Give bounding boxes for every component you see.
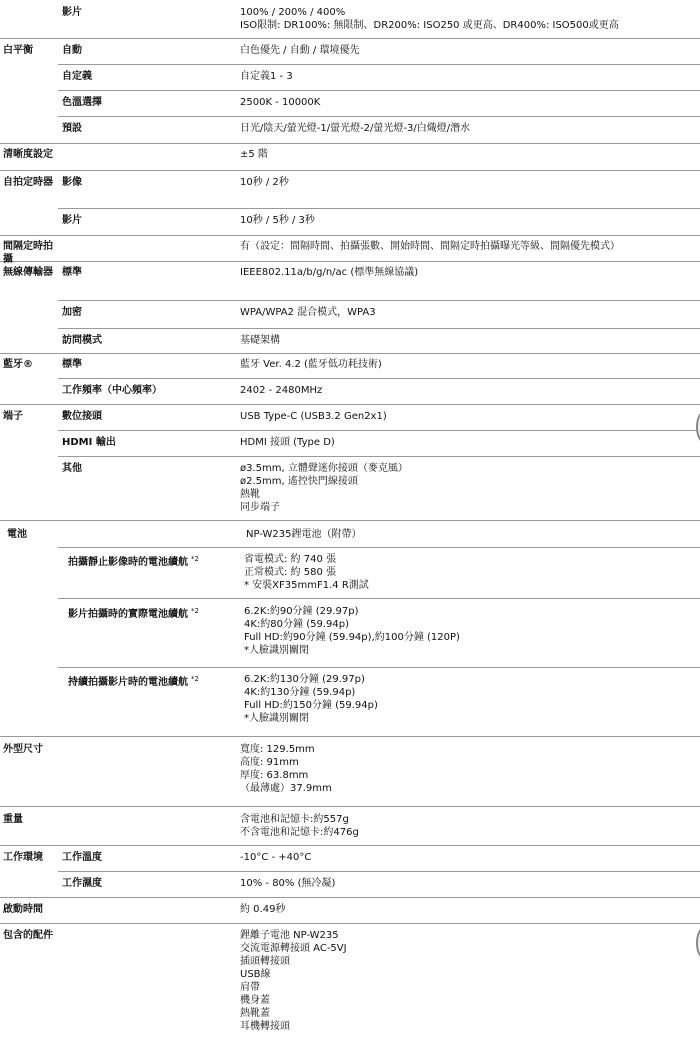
row-divider <box>0 806 700 807</box>
spec-value-line: USB Type-C (USB3.2 Gen2x1) <box>240 411 387 422</box>
spec-value-line: 10% - 80% (無冷凝) <box>240 878 336 889</box>
spec-subcategory-label: 數位接頭 <box>62 411 102 422</box>
spec-subcategory-label: 訪問模式 <box>62 335 102 346</box>
spec-subcategory <box>62 214 237 227</box>
spec-value-line: * 安裝XF35mmF1.4 R測試 <box>244 580 369 591</box>
spec-value-line: 肩帶 <box>240 982 260 993</box>
spec-category: 電池 <box>7 529 27 540</box>
spec-subcategory <box>62 176 237 189</box>
spec-subcategory-label: 標準 <box>62 267 82 278</box>
footnote-marker: *2 <box>191 675 199 683</box>
spec-category: 間隔定時拍攝 <box>3 241 53 265</box>
spec-value <box>240 70 680 83</box>
row-divider <box>0 353 700 354</box>
spec-value-line: 100% / 200% / 400% <box>240 7 346 18</box>
spec-value-line: 日光/陰天/螢光燈-1/螢光燈-2/螢光燈-3/白熾燈/潛水 <box>240 123 471 134</box>
row-divider <box>0 736 700 737</box>
spec-value <box>240 214 680 227</box>
spec-value <box>240 176 680 189</box>
spec-subcategory <box>62 266 237 279</box>
spec-value <box>240 44 680 57</box>
spec-value <box>240 266 680 279</box>
spec-category: 自拍定時器 <box>3 177 53 188</box>
spec-value-line: 藍牙 Ver. 4.2 (藍牙低功耗技術) <box>240 359 382 370</box>
spec-value-line: 熱靴 <box>240 489 260 500</box>
spec-value-line: 高度: 91mm <box>240 757 299 768</box>
spec-value-line: ø2.5mm, 遙控快門線接頭 <box>240 476 358 487</box>
row-divider <box>58 328 700 329</box>
spec-value-line: ±5 階 <box>240 149 268 160</box>
spec-value-line: ø3.5mm, 立體聲迷你接頭（麥克風） <box>240 463 408 474</box>
spec-category: 工作環境 <box>3 852 43 863</box>
row-divider <box>0 520 700 521</box>
spec-value <box>240 436 680 449</box>
spec-subcategory <box>68 608 243 621</box>
row-divider <box>58 667 700 668</box>
row-divider <box>58 871 700 872</box>
spec-subcategory <box>62 851 237 864</box>
spec-value <box>240 148 680 161</box>
spec-value <box>240 334 680 347</box>
row-divider <box>58 378 700 379</box>
spec-subcategory <box>62 410 237 423</box>
row-divider <box>0 170 700 171</box>
spec-subcategory-label: 工作溫度 <box>62 852 102 863</box>
spec-value <box>244 553 684 592</box>
spec-value <box>244 673 684 725</box>
spec-value-line: -10°C - +40°C <box>240 852 312 863</box>
row-divider <box>0 845 700 846</box>
spec-subcategory <box>62 122 237 135</box>
spec-value-line: 不含電池和記憶卡:約476g <box>240 827 359 838</box>
spec-subcategory <box>62 436 237 449</box>
spec-subcategory <box>68 556 243 569</box>
spec-value-line: 省電模式: 約 740 張 <box>244 554 336 565</box>
footnote-marker: *2 <box>191 555 199 563</box>
spec-value-line: 插頭轉接頭 <box>240 956 290 967</box>
spec-subcategory-label: 拍攝靜止影像時的電池續航 <box>68 557 188 568</box>
spec-category: 外型尺寸 <box>3 744 43 755</box>
spec-value-line: 熱靴蓋 <box>240 1008 270 1019</box>
spec-value-line: 鋰離子電池 NP-W235 <box>240 930 339 941</box>
spec-value <box>240 306 680 319</box>
spec-value-line: 約 0.49秒 <box>240 904 286 915</box>
row-divider <box>0 38 700 39</box>
row-divider <box>0 143 700 144</box>
spec-value-line: 有（設定：間隔時間、拍攝張數、開始時間、間隔定時拍攝曝光等級、間隔優先模式） <box>240 241 620 252</box>
row-divider <box>58 64 700 65</box>
row-divider <box>58 598 700 599</box>
spec-category: 重量 <box>3 814 23 825</box>
spec-value-line: 同步端子 <box>240 502 280 513</box>
spec-subcategory-label: 預設 <box>62 123 82 134</box>
spec-value-line: 厚度: 63.8mm <box>240 770 309 781</box>
spec-category: 端子 <box>3 411 23 422</box>
spec-subcategory <box>68 676 243 689</box>
spec-value-line: 10秒 / 2秒 <box>240 177 289 188</box>
spec-value-line: IEEE802.11a/b/g/n/ac (標準無線協議) <box>240 267 419 278</box>
spec-subcategory-label: 影像 <box>62 177 82 188</box>
spec-subcategory-label: 自動 <box>62 45 82 56</box>
row-divider <box>0 261 700 262</box>
spec-value-line: *人臉識別關閉 <box>244 645 309 656</box>
spec-value <box>244 605 684 657</box>
spec-value-line: （最薄處）37.9mm <box>240 783 332 794</box>
spec-value-line: 正常模式: 約 580 張 <box>244 567 336 578</box>
row-divider <box>58 116 700 117</box>
spec-category: 清晰度設定 <box>3 149 53 160</box>
spec-subcategory <box>62 462 237 475</box>
spec-value-line: Full HD:約150分鐘 (59.94p) <box>244 700 378 711</box>
spec-value-line: *人臉識別關閉 <box>244 713 309 724</box>
spec-value <box>240 462 680 514</box>
spec-subcategory <box>62 96 237 109</box>
scroll-edge-handle-top[interactable] <box>696 412 700 442</box>
spec-value <box>240 240 680 253</box>
spec-value-line: 耳機轉接頭 <box>240 1021 290 1032</box>
spec-value <box>240 929 680 1033</box>
spec-value <box>240 96 680 109</box>
spec-category: 藍牙® <box>3 359 33 370</box>
spec-subcategory-label: 影片拍攝時的實際電池續航 <box>68 609 188 620</box>
spec-value-line: 含電池和記憶卡:約557g <box>240 814 349 825</box>
spec-value-line: ISO限制: DR100%: 無限制、DR200%: ISO250 或更高、DR400%: ISO500或更高 <box>240 20 619 31</box>
row-divider <box>0 923 700 924</box>
spec-subcategory-label: 工作濕度 <box>62 878 102 889</box>
spec-value-line: 白色優先 / 自動 / 環境優先 <box>240 45 360 56</box>
spec-value-line: WPA/WPA2 混合模式，WPA3 <box>240 307 376 318</box>
spec-value <box>240 743 680 795</box>
spec-subcategory-label: 工作頻率（中心頻率） <box>62 385 162 396</box>
row-divider <box>0 897 700 898</box>
spec-subcategory-label: 其他 <box>62 463 82 474</box>
spec-subcategory <box>62 6 237 19</box>
spec-subcategory-label: 影片 <box>62 215 82 226</box>
spec-value-line: 自定義1 - 3 <box>240 71 293 82</box>
spec-value-line: 寬度: 129.5mm <box>240 744 315 755</box>
spec-value-line: 10秒 / 5秒 / 3秒 <box>240 215 315 226</box>
spec-value-line: 2402 - 2480MHz <box>240 385 323 396</box>
spec-value-line: 2500K - 10000K <box>240 97 321 108</box>
spec-value <box>240 358 680 371</box>
spec-value-line: 基礎架構 <box>240 335 280 346</box>
spec-value-line: 交流電源轉接頭 AC-5VJ <box>240 943 347 954</box>
spec-value <box>240 384 680 397</box>
spec-subcategory <box>62 70 237 83</box>
spec-subcategory <box>62 358 237 371</box>
row-divider <box>0 404 700 405</box>
row-divider <box>58 300 700 301</box>
spec-subcategory-label: 自定義 <box>62 71 92 82</box>
spec-subcategory-label: 持續拍攝影片時的電池續航 <box>68 677 188 688</box>
spec-value <box>240 813 680 839</box>
spec-value-line: 6.2K:約130分鐘 (29.97p) <box>244 674 365 685</box>
row-divider <box>58 208 700 209</box>
scroll-edge-handle-bottom[interactable] <box>696 928 700 958</box>
spec-subcategory <box>62 334 237 347</box>
spec-subcategory-label: HDMI 輸出 <box>62 437 116 448</box>
row-divider <box>58 90 700 91</box>
row-divider <box>58 430 700 431</box>
spec-subcategory-label: 加密 <box>62 307 82 318</box>
spec-subcategory-label: 標準 <box>62 359 82 370</box>
spec-subcategory <box>62 384 237 397</box>
spec-value <box>240 851 680 864</box>
spec-value <box>240 877 680 890</box>
spec-value-line: 4K:約80分鐘 (59.94p) <box>244 619 349 630</box>
spec-category: 啟動時間 <box>3 904 43 915</box>
spec-value <box>246 528 686 541</box>
spec-value-line: NP-W235鋰電池（附帶） <box>246 529 362 540</box>
spec-value-line: 機身蓋 <box>240 995 270 1006</box>
spec-category: 包含的配件 <box>3 930 53 941</box>
spec-value-line: Full HD:約90分鐘 (59.94p),約100分鐘 (120P) <box>244 632 460 643</box>
spec-category: 無線傳輸器 <box>3 267 53 278</box>
spec-subcategory-label: 影片 <box>62 7 82 18</box>
spec-value-line: USB線 <box>240 969 271 980</box>
footnote-marker: *2 <box>191 607 199 615</box>
row-divider <box>58 456 700 457</box>
spec-value-line: 4K:約130分鐘 (59.94p) <box>244 687 356 698</box>
row-divider <box>58 547 700 548</box>
spec-value-line: 6.2K:約90分鐘 (29.97p) <box>244 606 359 617</box>
spec-value <box>240 6 680 32</box>
spec-subcategory-label: 色溫選擇 <box>62 97 102 108</box>
spec-subcategory <box>62 877 237 890</box>
spec-value <box>240 122 680 135</box>
spec-subcategory <box>62 44 237 57</box>
spec-value <box>240 410 680 423</box>
spec-subcategory <box>62 306 237 319</box>
spec-value <box>240 903 680 916</box>
spec-value-line: HDMI 接頭 (Type D) <box>240 437 335 448</box>
row-divider <box>0 235 700 236</box>
spec-category: 白平衡 <box>3 45 33 56</box>
